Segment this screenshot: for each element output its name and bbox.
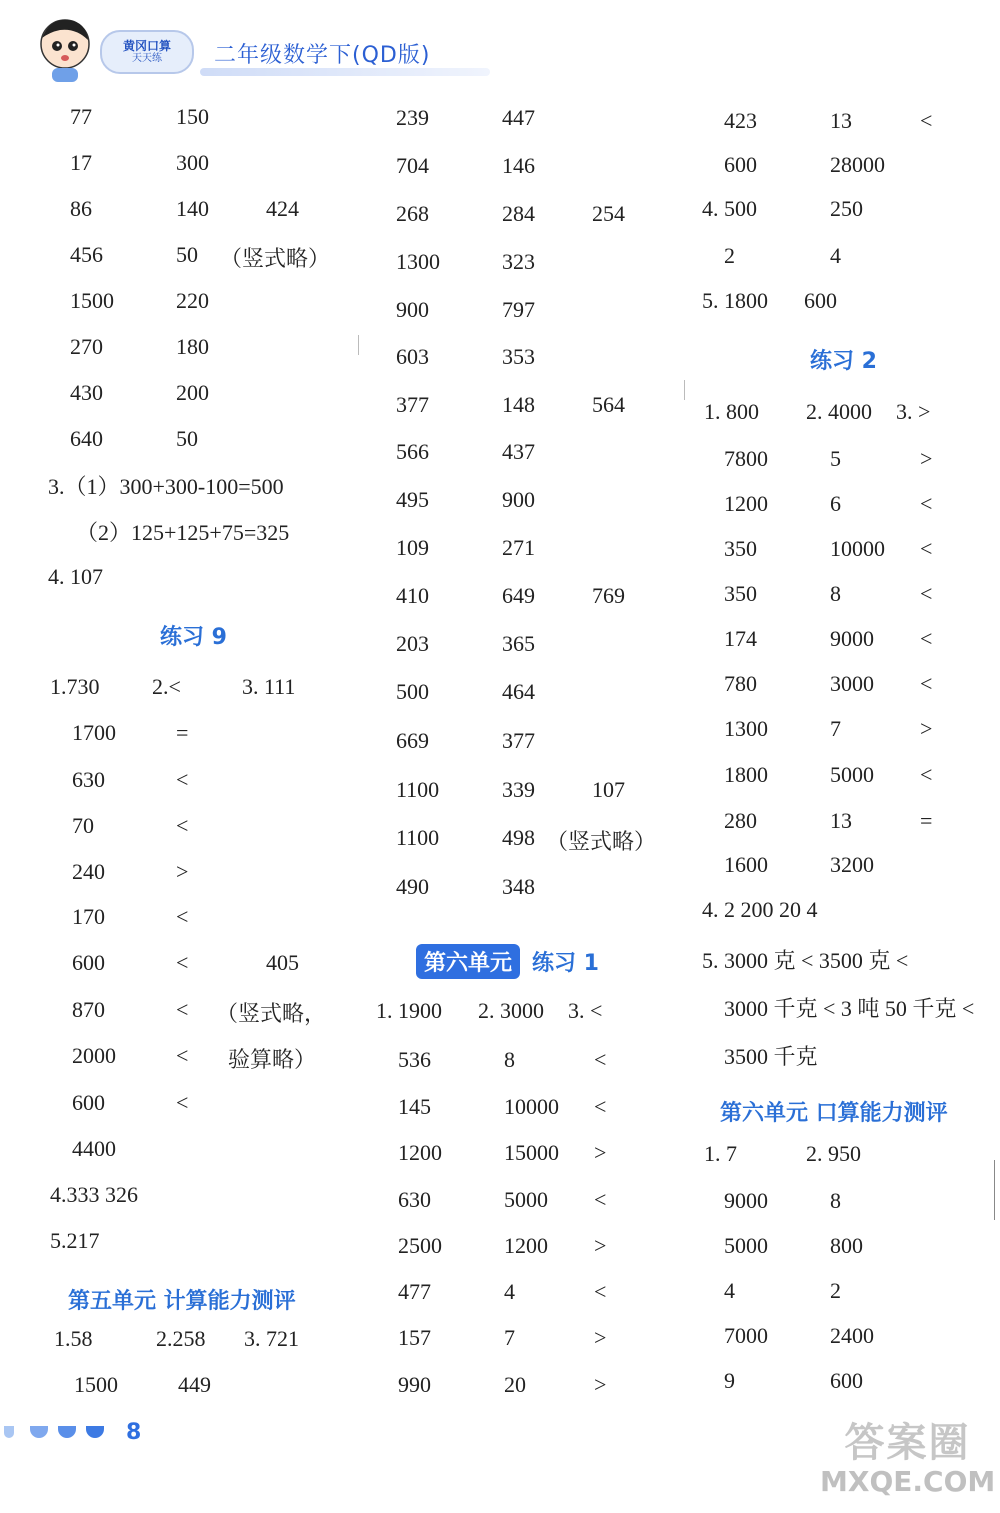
answer-value: 780 — [724, 671, 757, 696]
answer-value: 140 — [176, 196, 209, 221]
answer-value: 271 — [502, 535, 535, 560]
answer-value: 7 — [830, 716, 841, 741]
answer-value: 10000 — [504, 1094, 559, 1119]
answer-value: 17 — [70, 150, 92, 175]
section-heading-unit6-ex1 — [416, 944, 599, 979]
answer-value: 437 — [502, 439, 535, 464]
answer-value: 9 — [724, 1368, 735, 1393]
answer-value: 2400 — [830, 1323, 874, 1348]
answer-value: 1200 — [724, 491, 768, 516]
answer-value: 630 — [398, 1187, 431, 1212]
answer-value: 3000 — [830, 671, 874, 696]
answer-value: 5 — [830, 446, 841, 471]
answer-value: 990 — [398, 1372, 431, 1397]
answer-line: 5. 3000 克 < 3500 克 < — [702, 948, 909, 973]
answer-value: 7 — [504, 1325, 515, 1350]
answer-value: 7000 — [724, 1323, 768, 1348]
answer-value: < — [920, 626, 933, 651]
answer-value: = — [920, 808, 933, 833]
answer-value: 377 — [396, 392, 429, 417]
answer-value: 4 — [504, 1279, 515, 1304]
footer-dot-icon — [58, 1426, 76, 1438]
answer-value: 1200 — [398, 1140, 442, 1165]
answer-value: 284 — [502, 201, 535, 226]
section-heading-ex2: 练习 2 — [810, 349, 877, 374]
watermark-url: MXQE.COM — [820, 1465, 996, 1498]
answer-value: 9000 — [830, 626, 874, 651]
answer-value: 145 — [398, 1094, 431, 1119]
answer-value: 1.730 — [50, 674, 100, 699]
answer-value: 353 — [502, 344, 535, 369]
answer-value: = — [176, 720, 189, 745]
answer-value: 1500 — [74, 1372, 118, 1397]
answer-value: 1300 — [724, 716, 768, 741]
answer-value: < — [594, 1279, 607, 1304]
answer-value: < — [176, 1043, 189, 1068]
answer-value: 2. 950 — [806, 1141, 861, 1166]
answer-value: < — [920, 671, 933, 696]
answer-value: 77 — [70, 104, 92, 129]
logo-line1: 黄冈口算 — [122, 39, 171, 53]
answer-value: 5. 1800 — [702, 288, 768, 313]
answer-value: 1. 1900 — [376, 998, 442, 1023]
answer-value: 2. 3000 — [478, 998, 544, 1023]
answer-line: 3000 千克 < 3 吨 50 千克 < — [724, 996, 975, 1021]
answer-value: > — [594, 1325, 607, 1350]
answer-value: 449 — [178, 1372, 211, 1397]
answer-value: 640 — [70, 426, 103, 451]
answer-line: 3.（1）300+300-100=500 — [48, 474, 284, 499]
answer-value: 1.58 — [54, 1326, 93, 1351]
answer-value: 2 — [830, 1278, 841, 1303]
answer-value: 70 — [72, 813, 94, 838]
answer-value: 150 — [176, 104, 209, 129]
page-title: 二年级数学下(QD版) — [214, 43, 431, 68]
logo-line2: 天天练 — [132, 53, 162, 64]
page-number: 8 — [126, 1420, 142, 1445]
answer-value: 1600 — [724, 852, 768, 877]
answer-value: 3. > — [896, 399, 931, 424]
mascot-boy-icon — [30, 14, 100, 84]
answer-value: > — [176, 859, 189, 884]
answer-value: 350 — [724, 536, 757, 561]
unit-badge: 第六单元 — [416, 944, 520, 979]
footer-dot-icon — [4, 1426, 14, 1438]
answer-value: 5000 — [830, 762, 874, 787]
answer-value: < — [920, 762, 933, 787]
answer-line: （2）125+125+75=325 — [76, 520, 290, 545]
answer-value: 669 — [396, 728, 429, 753]
answer-value: < — [176, 767, 189, 792]
answer-value: 7800 — [724, 446, 768, 471]
column-divider — [684, 380, 685, 400]
answer-value: 109 — [396, 535, 429, 560]
answer-value: 430 — [70, 380, 103, 405]
answer-line: 5.217 — [50, 1228, 100, 1253]
answer-value: 1100 — [396, 777, 440, 802]
answer-value: < — [594, 1187, 607, 1212]
answer-value: 377 — [502, 728, 535, 753]
answer-value: 350 — [724, 581, 757, 606]
answer-value: 250 — [830, 196, 863, 221]
answer-value: 4 — [830, 243, 841, 268]
answer-value: 339 — [502, 777, 535, 802]
answer-value: 50 — [176, 426, 198, 451]
answer-value: 148 — [502, 392, 535, 417]
answer-value: 8 — [504, 1047, 515, 1072]
answer-value: 495 — [396, 487, 429, 512]
answer-value: 28000 — [830, 152, 885, 177]
column-divider — [358, 335, 359, 355]
section-heading-unit5: 第五单元 计算能力测评 — [68, 1289, 296, 1314]
answer-value: > — [594, 1372, 607, 1397]
answer-line: 4. 2 200 20 4 — [702, 897, 818, 922]
section-heading-ex9: 练习 9 — [160, 625, 227, 650]
answer-value: 8 — [830, 581, 841, 606]
answer-value: 600 — [830, 1368, 863, 1393]
answer-value: 630 — [72, 767, 105, 792]
answer-value: < — [176, 904, 189, 929]
answer-value: 1. 7 — [704, 1141, 737, 1166]
watermark-logo-text: 答案圈 — [844, 1420, 971, 1466]
site-watermark — [820, 1420, 995, 1510]
answer-value: < — [920, 581, 933, 606]
answer-value: 566 — [396, 439, 429, 464]
header-underline — [200, 68, 490, 76]
page-header — [0, 0, 1000, 90]
answer-value: 600 — [72, 1090, 105, 1115]
answer-line: 4.333 326 — [50, 1182, 138, 1207]
answer-value: 797 — [502, 297, 535, 322]
answer-value: 2500 — [398, 1233, 442, 1258]
answer-value: 348 — [502, 874, 535, 899]
answer-value: 447 — [502, 105, 535, 130]
answer-note: （竖式略， — [216, 1001, 327, 1026]
answer-value: 870 — [72, 997, 105, 1022]
answer-value: 5000 — [504, 1187, 548, 1212]
answer-value: < — [920, 108, 933, 133]
answer-line: 4. 107 — [48, 564, 103, 589]
answer-value: 424 — [266, 196, 299, 221]
answer-value: 603 — [396, 344, 429, 369]
answer-value: 1300 — [396, 249, 440, 274]
answer-value: 477 — [398, 1279, 431, 1304]
answer-value: 423 — [724, 108, 757, 133]
answer-value: 2.< — [152, 674, 181, 699]
answer-value: 800 — [830, 1233, 863, 1258]
answer-value: 498 — [502, 825, 535, 850]
answer-value: 1800 — [724, 762, 768, 787]
footer-dot-icon — [30, 1426, 48, 1438]
answer-line: 3500 千克 — [724, 1044, 818, 1069]
answer-value: 146 — [502, 153, 535, 178]
answer-value: 220 — [176, 288, 209, 313]
answer-value: 8 — [830, 1188, 841, 1213]
footer-dot-icon — [86, 1426, 104, 1438]
answer-value: 4. 500 — [702, 196, 757, 221]
answer-value: 3. 111 — [242, 674, 296, 699]
answer-value: 9000 — [724, 1188, 768, 1213]
answer-value: 200 — [176, 380, 209, 405]
answer-value: 490 — [396, 874, 429, 899]
answer-value: 254 — [592, 201, 625, 226]
answer-value: 564 — [592, 392, 625, 417]
answer-value: 704 — [396, 153, 429, 178]
answer-value: < — [176, 950, 189, 975]
answer-value: 769 — [592, 583, 625, 608]
answer-value: 1100 — [396, 825, 440, 850]
answer-value: < — [594, 1047, 607, 1072]
page-edge-mark — [994, 1160, 995, 1220]
answer-value: 239 — [396, 105, 429, 130]
answer-value: 1. 800 — [704, 399, 759, 424]
answer-value: 464 — [502, 679, 535, 704]
answer-value: 107 — [592, 777, 625, 802]
answer-value: 203 — [396, 631, 429, 656]
answer-value: > — [594, 1140, 607, 1165]
answer-value: 280 — [724, 808, 757, 833]
page-footer — [0, 1420, 200, 1450]
answer-value: 268 — [396, 201, 429, 226]
answer-value: 323 — [502, 249, 535, 274]
answer-value: 2 — [724, 243, 735, 268]
answer-value: 1500 — [70, 288, 114, 313]
answer-value: 456 — [70, 242, 103, 267]
answer-value: 180 — [176, 334, 209, 359]
answer-value: 13 — [830, 808, 852, 833]
answer-value: > — [920, 716, 933, 741]
answer-value: 2.258 — [156, 1326, 206, 1351]
section-title: 练习 1 — [532, 951, 599, 976]
answer-value: 1200 — [504, 1233, 548, 1258]
answer-value: 270 — [70, 334, 103, 359]
answer-value: < — [920, 536, 933, 561]
answer-value: < — [176, 997, 189, 1022]
answer-value: 1700 — [72, 720, 116, 745]
answer-value: > — [920, 446, 933, 471]
answer-value: 3200 — [830, 852, 874, 877]
answer-value: 2000 — [72, 1043, 116, 1068]
answer-value: 4400 — [72, 1136, 116, 1161]
answer-value: 900 — [502, 487, 535, 512]
answer-value: 600 — [724, 152, 757, 177]
answer-note: （竖式略） — [546, 829, 657, 854]
answer-value: 536 — [398, 1047, 431, 1072]
answer-value: 600 — [72, 950, 105, 975]
answer-value: 649 — [502, 583, 535, 608]
series-logo — [100, 30, 194, 74]
answer-value: < — [176, 1090, 189, 1115]
answer-value: 6 — [830, 491, 841, 516]
answer-value: 300 — [176, 150, 209, 175]
answer-value: 3. < — [568, 998, 603, 1023]
answer-value: 50 — [176, 242, 198, 267]
answer-value: 500 — [396, 679, 429, 704]
section-heading-oral-test: 第六单元 口算能力测评 — [720, 1101, 948, 1126]
answer-value: < — [176, 813, 189, 838]
answer-value: 405 — [266, 950, 299, 975]
answer-value: 410 — [396, 583, 429, 608]
answer-value: > — [594, 1233, 607, 1258]
answer-value: 4 — [724, 1278, 735, 1303]
answer-value: 170 — [72, 904, 105, 929]
answer-note: 验算略） — [228, 1047, 317, 1072]
answer-note: （竖式略） — [220, 246, 331, 271]
answer-value: 365 — [502, 631, 535, 656]
answer-value: < — [920, 491, 933, 516]
answer-value: 10000 — [830, 536, 885, 561]
answer-value: 174 — [724, 626, 757, 651]
answer-value: 2. 4000 — [806, 399, 872, 424]
answer-value: 86 — [70, 196, 92, 221]
answer-value: 15000 — [504, 1140, 559, 1165]
answer-value: 157 — [398, 1325, 431, 1350]
answer-value: 3. 721 — [244, 1326, 299, 1351]
answer-value: 900 — [396, 297, 429, 322]
answer-value: < — [594, 1094, 607, 1119]
answer-value: 20 — [504, 1372, 526, 1397]
answer-value: 600 — [804, 288, 837, 313]
answer-value: 240 — [72, 859, 105, 884]
answer-value: 13 — [830, 108, 852, 133]
answer-value: 5000 — [724, 1233, 768, 1258]
